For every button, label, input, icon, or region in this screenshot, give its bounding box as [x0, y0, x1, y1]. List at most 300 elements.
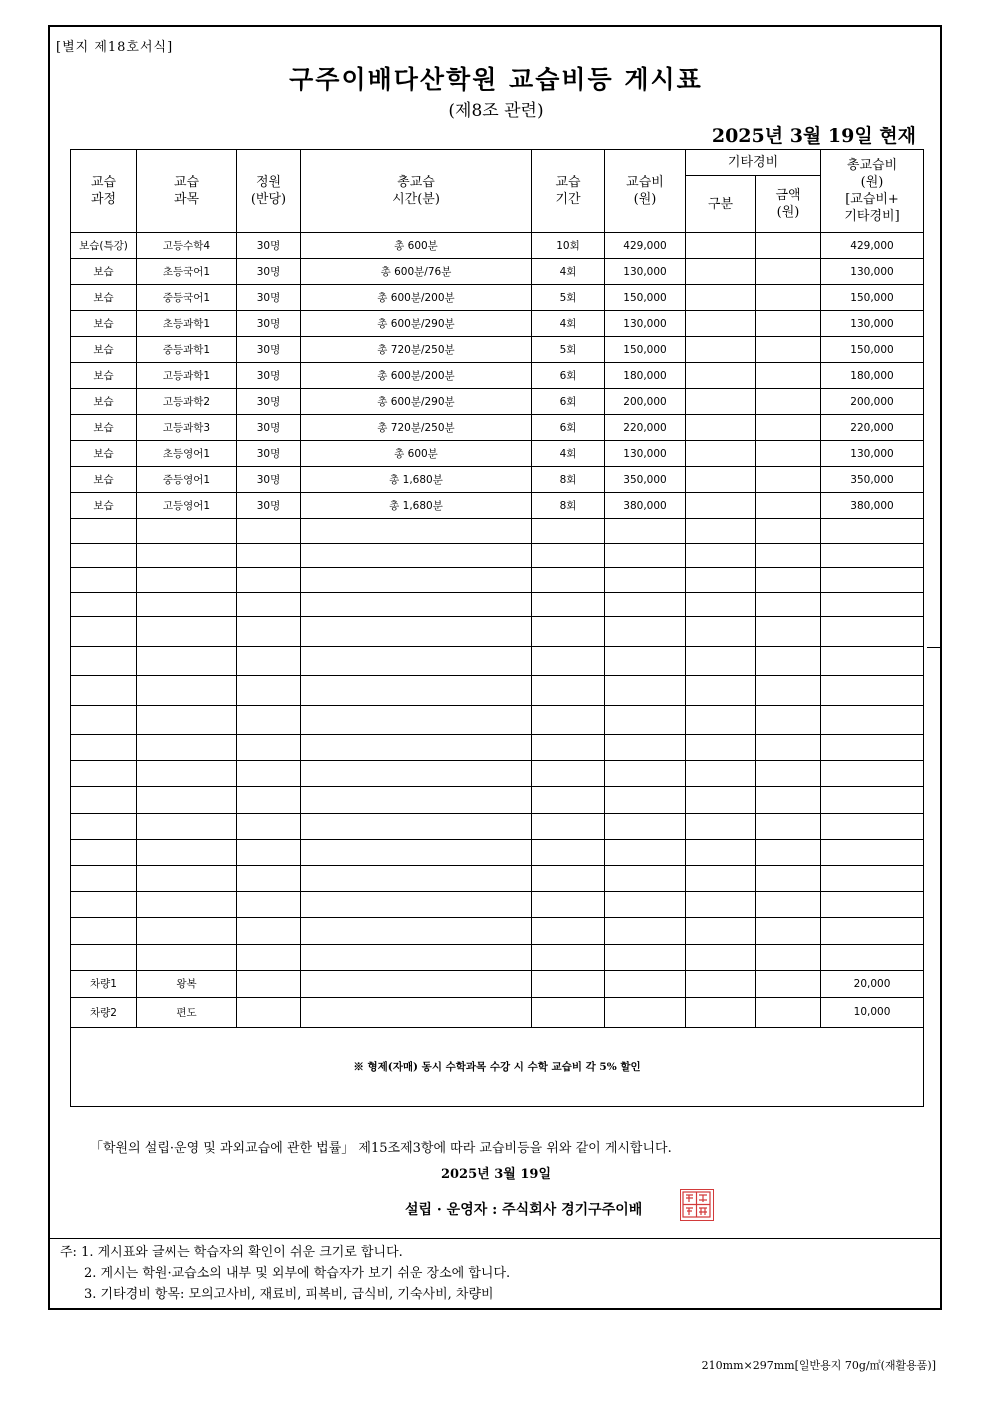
header-subject: 교습 과목: [137, 150, 237, 233]
cell-subject: [137, 676, 237, 706]
cell-period: 4회: [532, 311, 605, 337]
cell-total-time: [301, 944, 532, 970]
cell-period: 6회: [532, 389, 605, 415]
table-row: [71, 918, 924, 944]
cell-capacity: 30명: [237, 285, 301, 311]
cell-other-amount: [756, 787, 821, 813]
cell-other-type: [686, 568, 756, 593]
cell-course: [71, 813, 137, 839]
cell-period: [532, 944, 605, 970]
signature-date: 2025년 3월 19일: [440, 1167, 552, 1182]
cell-period: [532, 839, 605, 865]
cell-capacity: 30명: [237, 389, 301, 415]
cell-period: 10회: [532, 233, 605, 259]
cell-capacity: [237, 519, 301, 544]
table-row: [71, 415, 924, 441]
cell-course: 차량2: [71, 997, 137, 1027]
cell-subject: [137, 617, 237, 647]
cell-subject: 중등영어1: [137, 467, 237, 493]
cell-total-fee: [821, 813, 924, 839]
cell-total-time: 총 720분/250분: [301, 337, 532, 363]
notes-separator: [50, 1238, 940, 1239]
cell-subject: [137, 705, 237, 735]
cell-other-amount: [756, 592, 821, 617]
cell-course: [71, 519, 137, 544]
cell-period: [532, 735, 605, 761]
cell-fee: [605, 892, 686, 918]
cell-subject: 초등과학1: [137, 311, 237, 337]
cell-other-type: [686, 259, 756, 285]
cell-other-amount: [756, 415, 821, 441]
cell-total-fee: 429,000: [821, 233, 924, 259]
cell-other-type: [686, 970, 756, 997]
cell-capacity: [237, 892, 301, 918]
cell-total-fee: [821, 543, 924, 568]
cell-other-type: [686, 705, 756, 735]
cell-other-amount: [756, 676, 821, 706]
cell-total-time: [301, 519, 532, 544]
as-of-date: 2025년 3월 19일 현재: [711, 125, 916, 147]
cell-subject: 초등영어1: [137, 441, 237, 467]
cell-subject: [137, 519, 237, 544]
cell-other-type: [686, 467, 756, 493]
cell-total-fee: [821, 918, 924, 944]
cell-capacity: [237, 787, 301, 813]
fee-table: [70, 149, 924, 1107]
cell-other-type: [686, 735, 756, 761]
cell-other-type: [686, 646, 756, 676]
cell-subject: [137, 813, 237, 839]
cell-period: [532, 918, 605, 944]
note-1: 주: 1. 게시표와 글씨는 학습자의 확인이 쉬운 크기로 합니다.: [60, 1245, 403, 1260]
header-other-expenses: 기타경비: [686, 150, 821, 176]
cell-period: [532, 617, 605, 647]
cell-course: 보습: [71, 285, 137, 311]
cell-capacity: [237, 735, 301, 761]
cell-capacity: 30명: [237, 415, 301, 441]
header-other-amount: 금액 (원): [756, 176, 821, 233]
cell-fee: 130,000: [605, 259, 686, 285]
cell-course: 보습: [71, 337, 137, 363]
cell-fee: 350,000: [605, 467, 686, 493]
cell-subject: 고등과학3: [137, 415, 237, 441]
cell-fee: [605, 865, 686, 891]
cell-subject: [137, 839, 237, 865]
cell-total-time: [301, 918, 532, 944]
table-row: [71, 493, 924, 519]
table-row: [71, 970, 924, 997]
cell-other-amount: [756, 233, 821, 259]
cell-capacity: 30명: [237, 311, 301, 337]
cell-period: [532, 813, 605, 839]
cell-fee: 180,000: [605, 363, 686, 389]
cell-course: [71, 568, 137, 593]
header-course: 교습 과정: [71, 150, 137, 233]
cell-course: [71, 705, 137, 735]
cell-total-fee: [821, 944, 924, 970]
cell-subject: 고등과학2: [137, 389, 237, 415]
cell-capacity: [237, 676, 301, 706]
cell-total-fee: 200,000: [821, 389, 924, 415]
cell-period: 6회: [532, 363, 605, 389]
cell-total-fee: [821, 592, 924, 617]
cell-course: 보습(특강): [71, 233, 137, 259]
cell-period: [532, 787, 605, 813]
cell-subject: 중등과학1: [137, 337, 237, 363]
cell-capacity: [237, 839, 301, 865]
cell-total-time: 총 600분: [301, 441, 532, 467]
cell-period: [532, 592, 605, 617]
cell-fee: [605, 543, 686, 568]
cell-period: 4회: [532, 259, 605, 285]
cell-total-fee: 150,000: [821, 285, 924, 311]
cell-other-amount: [756, 543, 821, 568]
cell-fee: [605, 568, 686, 593]
cell-fee: [605, 944, 686, 970]
cell-period: [532, 543, 605, 568]
cell-total-fee: [821, 787, 924, 813]
cell-other-amount: [756, 363, 821, 389]
cell-total-time: [301, 839, 532, 865]
table-row: [71, 892, 924, 918]
cell-other-type: [686, 787, 756, 813]
cell-period: [532, 705, 605, 735]
cell-period: [532, 646, 605, 676]
cell-fee: [605, 646, 686, 676]
cell-total-time: [301, 543, 532, 568]
cell-total-time: 총 600분: [301, 233, 532, 259]
cell-total-fee: 130,000: [821, 311, 924, 337]
cell-total-time: 총 600분/290분: [301, 389, 532, 415]
cell-subject: 편도: [137, 997, 237, 1027]
cell-other-type: [686, 592, 756, 617]
cell-total-fee: 130,000: [821, 441, 924, 467]
cell-subject: [137, 543, 237, 568]
cell-period: 4회: [532, 441, 605, 467]
cell-other-amount: [756, 944, 821, 970]
cell-other-amount: [756, 705, 821, 735]
table-row: [71, 813, 924, 839]
cell-capacity: [237, 705, 301, 735]
cell-total-fee: [821, 676, 924, 706]
cell-other-type: [686, 813, 756, 839]
cell-total-time: [301, 865, 532, 891]
cell-fee: [605, 787, 686, 813]
cell-course: [71, 787, 137, 813]
cell-other-type: [686, 892, 756, 918]
cell-course: [71, 865, 137, 891]
cell-total-time: [301, 997, 532, 1027]
table-row: [71, 259, 924, 285]
table-row: [71, 568, 924, 593]
cell-period: 5회: [532, 285, 605, 311]
operator-name: 설립 · 운영자 : 주식회사 경기구주이배: [405, 1202, 643, 1218]
cell-total-fee: [821, 865, 924, 891]
cell-subject: 초등국어1: [137, 259, 237, 285]
cell-other-amount: [756, 970, 821, 997]
cell-subject: 중등국어1: [137, 285, 237, 311]
cell-course: 보습: [71, 441, 137, 467]
posting-statement: 「학원의 설립·운영 및 과외교습에 관한 법률」 제15조제3항에 따라 교습비등을 위와 같이 게시합니다.: [90, 1141, 672, 1156]
cell-other-type: [686, 441, 756, 467]
cell-other-type: [686, 415, 756, 441]
cell-total-fee: [821, 839, 924, 865]
cell-subject: [137, 944, 237, 970]
cell-total-time: [301, 970, 532, 997]
cell-other-type: [686, 493, 756, 519]
cell-other-amount: [756, 493, 821, 519]
cell-fee: [605, 592, 686, 617]
table-row: [71, 441, 924, 467]
note-2: 2. 게시는 학원·교습소의 내부 및 외부에 학습자가 보기 쉬운 장소에 합니다.: [84, 1266, 511, 1281]
cell-period: 8회: [532, 467, 605, 493]
cell-total-fee: 350,000: [821, 467, 924, 493]
cell-other-amount: [756, 646, 821, 676]
cell-course: 보습: [71, 259, 137, 285]
cell-capacity: [237, 646, 301, 676]
cell-other-amount: [756, 519, 821, 544]
cell-other-amount: [756, 892, 821, 918]
cell-course: 보습: [71, 467, 137, 493]
cell-course: 차량1: [71, 970, 137, 997]
cell-fee: 380,000: [605, 493, 686, 519]
cell-other-amount: [756, 839, 821, 865]
table-row: [71, 337, 924, 363]
cell-other-type: [686, 839, 756, 865]
cell-fee: [605, 813, 686, 839]
header-total-time: 총교습 시간(분): [301, 150, 532, 233]
table-row: [71, 389, 924, 415]
cell-other-amount: [756, 761, 821, 787]
table-row: [71, 519, 924, 544]
cell-capacity: [237, 944, 301, 970]
cell-capacity: 30명: [237, 259, 301, 285]
note-3: 3. 기타경비 항목: 모의고사비, 재료비, 피복비, 급식비, 기숙사비, 차량비: [84, 1287, 494, 1302]
cell-period: [532, 761, 605, 787]
cell-total-fee: [821, 519, 924, 544]
cell-capacity: [237, 761, 301, 787]
cell-other-type: [686, 363, 756, 389]
cell-total-time: [301, 787, 532, 813]
cell-other-amount: [756, 259, 821, 285]
cell-course: 보습: [71, 415, 137, 441]
cell-subject: 왕복: [137, 970, 237, 997]
cell-total-time: 총 600분/290분: [301, 311, 532, 337]
cell-total-fee: [821, 568, 924, 593]
table-row: [71, 944, 924, 970]
cell-total-fee: 150,000: [821, 337, 924, 363]
cell-other-type: [686, 617, 756, 647]
table-row: [71, 592, 924, 617]
cell-capacity: 30명: [237, 233, 301, 259]
cell-other-amount: [756, 467, 821, 493]
cell-subject: [137, 568, 237, 593]
cell-capacity: [237, 865, 301, 891]
cell-total-fee: 20,000: [821, 970, 924, 997]
table-row: [71, 839, 924, 865]
cell-capacity: [237, 617, 301, 647]
form-number: [별지 제18호서식]: [56, 40, 174, 55]
cell-total-fee: 10,000: [821, 997, 924, 1027]
cell-subject: [137, 592, 237, 617]
header-total-fee: 총교습비 (원) [교습비+ 기타경비]: [821, 150, 924, 233]
cell-other-type: [686, 233, 756, 259]
cell-total-time: [301, 568, 532, 593]
cell-total-fee: [821, 646, 924, 676]
cell-capacity: [237, 543, 301, 568]
cell-course: 보습: [71, 363, 137, 389]
cell-other-amount: [756, 568, 821, 593]
cell-fee: 220,000: [605, 415, 686, 441]
table-row: [71, 617, 924, 647]
header-other-type: 구분: [686, 176, 756, 233]
cell-total-fee: 220,000: [821, 415, 924, 441]
cell-period: [532, 519, 605, 544]
table-row: [71, 543, 924, 568]
cell-total-time: [301, 705, 532, 735]
paper-spec: 210mm×297mm[일반용지 70g/㎡(재활용품)]: [701, 1359, 936, 1372]
cell-other-amount: [756, 813, 821, 839]
company-seal-stamp: [680, 1189, 714, 1221]
cell-period: [532, 892, 605, 918]
discount-note: ※ 형제(자매) 동시 수학과목 수강 시 수학 교습비 각 5% 할인: [71, 1027, 924, 1106]
cell-course: [71, 944, 137, 970]
cell-period: 8회: [532, 493, 605, 519]
cell-other-type: [686, 389, 756, 415]
cell-fee: 130,000: [605, 311, 686, 337]
table-row: [71, 997, 924, 1027]
cell-subject: [137, 735, 237, 761]
cell-capacity: 30명: [237, 363, 301, 389]
cell-other-amount: [756, 441, 821, 467]
fee-table-body: [71, 233, 924, 1028]
cell-total-fee: 130,000: [821, 259, 924, 285]
cell-period: [532, 568, 605, 593]
cell-capacity: [237, 813, 301, 839]
cell-total-time: 총 600분/200분: [301, 363, 532, 389]
table-row: [71, 865, 924, 891]
cell-other-amount: [756, 285, 821, 311]
cell-capacity: [237, 568, 301, 593]
cell-fee: 429,000: [605, 233, 686, 259]
cell-capacity: 30명: [237, 337, 301, 363]
cell-other-amount: [756, 735, 821, 761]
cell-total-time: [301, 735, 532, 761]
table-row: [71, 787, 924, 813]
cell-period: [532, 676, 605, 706]
cell-total-time: [301, 617, 532, 647]
cell-subject: [137, 787, 237, 813]
cell-total-fee: 380,000: [821, 493, 924, 519]
side-tick-mark: [927, 647, 942, 648]
cell-total-time: [301, 646, 532, 676]
cell-total-time: 총 720분/250분: [301, 415, 532, 441]
cell-total-fee: [821, 761, 924, 787]
cell-fee: 200,000: [605, 389, 686, 415]
cell-total-time: 총 600분/200분: [301, 285, 532, 311]
table-row: [71, 311, 924, 337]
cell-fee: [605, 617, 686, 647]
cell-fee: [605, 839, 686, 865]
cell-course: 보습: [71, 389, 137, 415]
cell-other-type: [686, 519, 756, 544]
page-title: 구주이배다산학원 교습비등 게시표: [289, 65, 703, 94]
cell-fee: [605, 519, 686, 544]
cell-course: 보습: [71, 493, 137, 519]
cell-capacity: [237, 592, 301, 617]
cell-total-time: [301, 676, 532, 706]
cell-subject: 고등수학4: [137, 233, 237, 259]
cell-period: 5회: [532, 337, 605, 363]
cell-total-time: [301, 592, 532, 617]
cell-period: 6회: [532, 415, 605, 441]
table-row: [71, 467, 924, 493]
cell-course: [71, 646, 137, 676]
cell-course: [71, 617, 137, 647]
cell-other-amount: [756, 311, 821, 337]
cell-other-amount: [756, 865, 821, 891]
cell-total-fee: [821, 705, 924, 735]
cell-course: [71, 592, 137, 617]
table-row: [71, 285, 924, 311]
cell-fee: [605, 918, 686, 944]
cell-other-type: [686, 761, 756, 787]
page-subtitle: (제8조 관련): [448, 101, 544, 121]
cell-subject: [137, 918, 237, 944]
cell-fee: [605, 705, 686, 735]
cell-period: [532, 997, 605, 1027]
cell-fee: [605, 997, 686, 1027]
cell-other-amount: [756, 389, 821, 415]
cell-total-time: [301, 813, 532, 839]
cell-subject: [137, 892, 237, 918]
cell-capacity: 30명: [237, 493, 301, 519]
cell-fee: 150,000: [605, 337, 686, 363]
cell-other-type: [686, 311, 756, 337]
cell-total-time: 총 1,680분: [301, 467, 532, 493]
cell-other-type: [686, 543, 756, 568]
cell-fee: [605, 676, 686, 706]
notes: [60, 1242, 510, 1305]
header-fee: 교습비 (원): [605, 150, 686, 233]
cell-other-type: [686, 944, 756, 970]
cell-other-amount: [756, 617, 821, 647]
cell-fee: [605, 970, 686, 997]
cell-other-amount: [756, 337, 821, 363]
cell-total-fee: [821, 735, 924, 761]
cell-other-amount: [756, 918, 821, 944]
cell-total-fee: [821, 617, 924, 647]
cell-course: [71, 892, 137, 918]
cell-fee: [605, 761, 686, 787]
cell-fee: [605, 735, 686, 761]
cell-total-fee: [821, 892, 924, 918]
cell-course: [71, 761, 137, 787]
cell-subject: 고등과학1: [137, 363, 237, 389]
cell-other-amount: [756, 997, 821, 1027]
table-row: [71, 363, 924, 389]
header-capacity: 정원 (반당): [237, 150, 301, 233]
cell-capacity: [237, 997, 301, 1027]
cell-period: [532, 970, 605, 997]
cell-course: [71, 543, 137, 568]
table-row: [71, 233, 924, 259]
cell-subject: [137, 646, 237, 676]
cell-other-type: [686, 997, 756, 1027]
cell-fee: 130,000: [605, 441, 686, 467]
cell-course: [71, 735, 137, 761]
cell-capacity: [237, 918, 301, 944]
